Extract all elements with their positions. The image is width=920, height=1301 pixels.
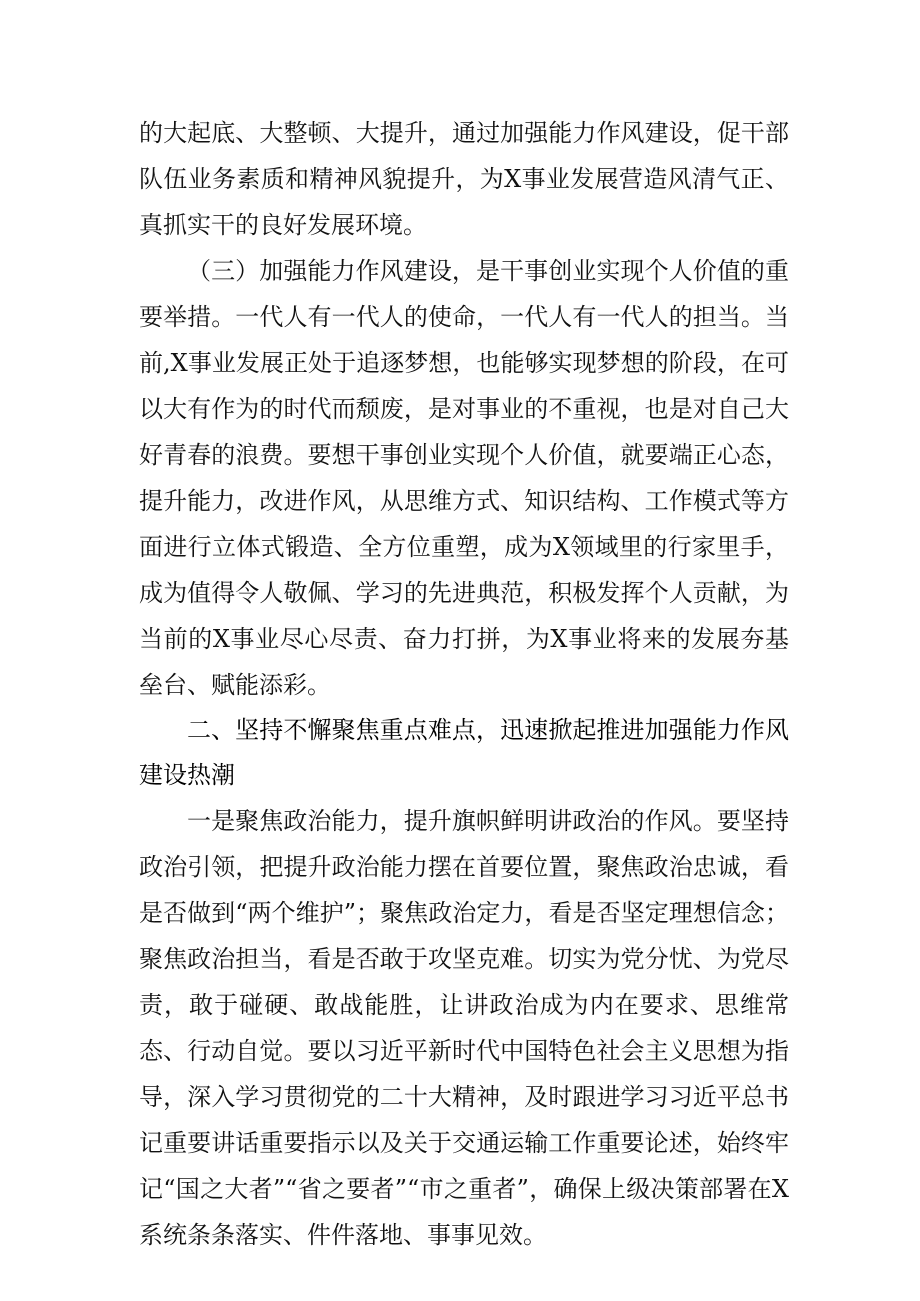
document-body bbox=[139, 110, 789, 1258]
paragraph-continuation: 的大起底、大整顿、大提升，通过加强能力作风建设，促干部队伍业务素质和精神风貌提升，为X事业发展营造风清气正、真抓实干的良好发展环境。 bbox=[139, 119, 789, 239]
paragraph-section-three: （三）加强能力作风建设，是干事创业实现个人价值的重要举措。一代人有一代人的使命，一代人有一代人的担当。当前,X事业发展正处于追逐梦想，也能够实现梦想的阶段，在可以大有作为的时代而颓废，是对事业的不重视，也是对自己大好青春的浪费。要想干事创业实现个人价值，就要端正心态，提升能力，改进作风，从思维方式、知识结构、工作模式等方面进行立体式锻造、全方位重塑，成为X领域里的行家里手，成为值得令人敬佩、学习的先进典范，积极发挥个人贡献，为当前的X事业尽心尽责、奋力打拼，为X事业将来的发展夯基垒台、赋能添彩。 bbox=[139, 257, 789, 699]
section-heading-two: 二、坚持不懈聚焦重点难点，迅速掀起推进加强能力作风建设热潮 bbox=[139, 716, 789, 789]
paragraph-political-ability: 一是聚焦政治能力，提升旗帜鲜明讲政治的作风。要坚持政治引领，把提升政治能力摆在首要位置，聚焦政治忠诚，看是否做到“两个维护”；聚焦政治定力，看是否坚定理想信念；聚焦政治担当，看是否敢于攻坚克难。切实为党分忧、为党尽责，敢于碰硬、敢战能胜，让讲政治成为内在要求、思维常态、行动自觉。要以习近平新时代中国特色社会主义思想为指导，深入学习贯彻党的二十大精神，及时跟进学习习近平总书记重要讲话重要指示以及关于交通运输工作重要论述，始终牢记“国之大者”“省之要者”“市之重者”，确保上级决策部署在X系统条条落实、件件落地、事事见效。 bbox=[139, 807, 789, 1249]
